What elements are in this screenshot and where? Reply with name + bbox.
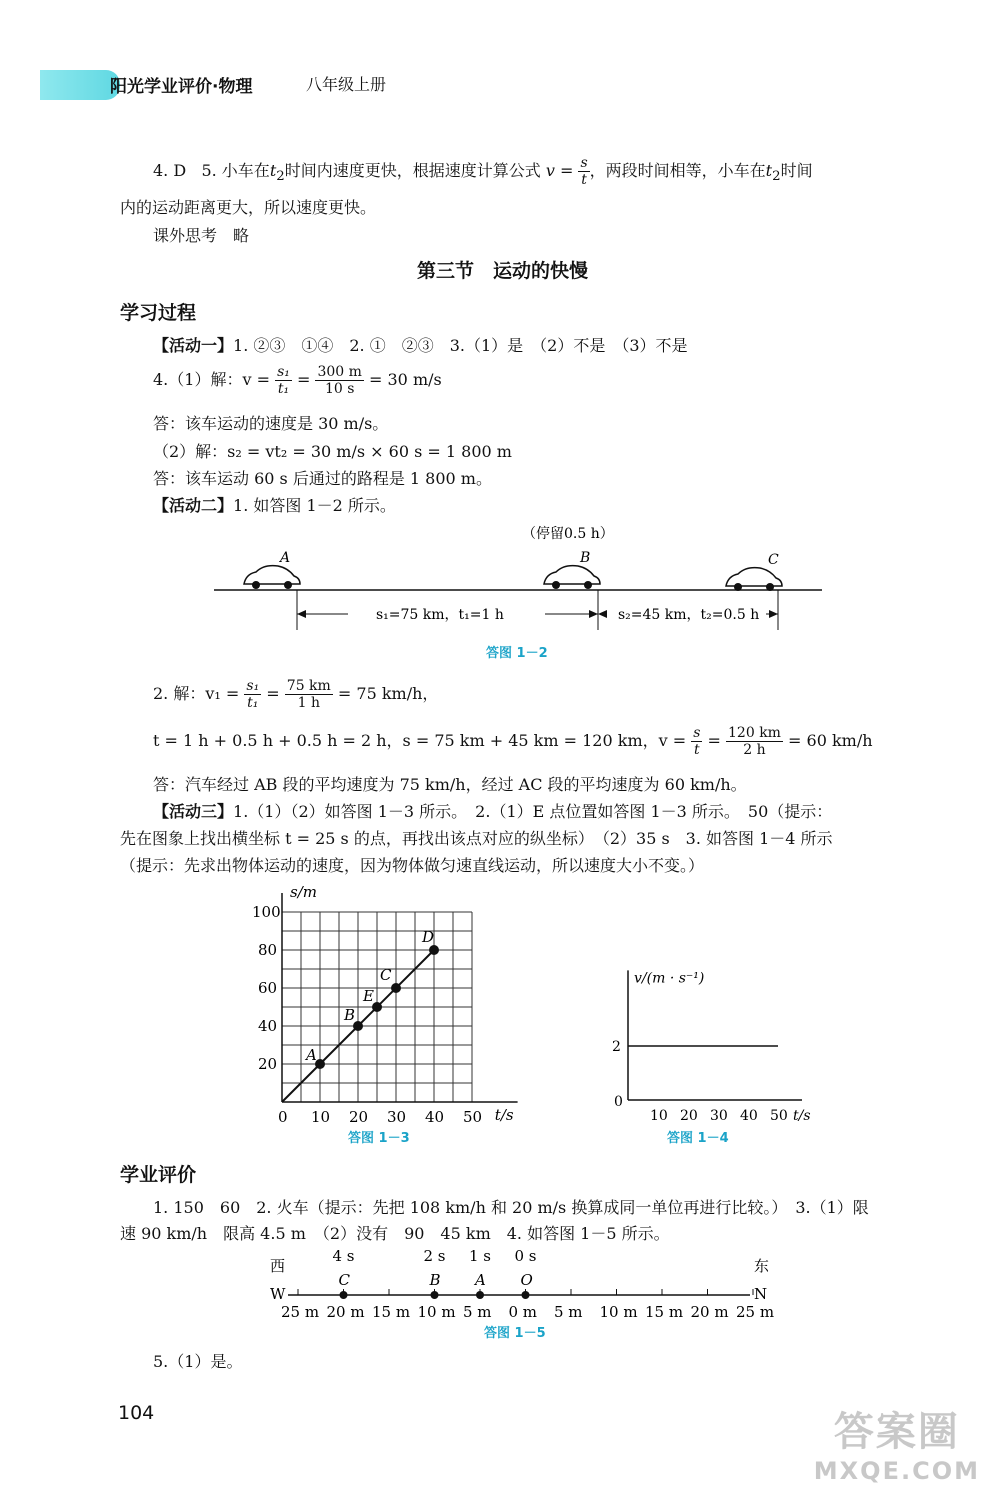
data-point-C: [391, 983, 401, 993]
caption-1-2: 答图 1－2: [486, 646, 548, 661]
x-tick-label: 40: [740, 1108, 758, 1124]
point-C-label: C: [768, 552, 779, 568]
section-title: 第三节 运动的快慢: [417, 260, 589, 282]
position-point-C: [340, 1291, 348, 1299]
x-tick-label: 30: [387, 1108, 407, 1126]
point-label-E: E: [363, 987, 374, 1005]
time-label: 4 s: [332, 1247, 355, 1265]
assessment-line-1: 1. 150 60 2. 火车（提示：先把 108 km/h 和 20 m/s 换算成同一单位再进行比较。） 3.（1）限: [153, 1198, 869, 1217]
activity-3-line-1: 【活动三】1.（1）（2）如答图 1－3 所示。 2.（1）E 点位置如答图 1－3 所示。 50（提示：: [153, 802, 833, 821]
point-label-A: A: [306, 1046, 317, 1064]
arrowhead: [769, 610, 778, 618]
point-label-C: C: [380, 966, 392, 984]
x-tick-label: 30: [710, 1108, 728, 1124]
arrowhead: [598, 610, 607, 618]
part-2: （2）解：s₂ = vt₂ = 30 m/s × 60 s = 1 800 m: [153, 442, 512, 461]
data-point-D: [429, 945, 439, 955]
point-B-label: B: [580, 550, 591, 566]
x-tick-label: 10: [650, 1108, 668, 1124]
west-label: 西: [270, 1257, 286, 1275]
x-tick-label: 10: [311, 1108, 331, 1126]
west-letter: W: [270, 1285, 286, 1303]
x-tick-label: 0: [278, 1108, 288, 1126]
axis-tick-label: 10 m: [599, 1303, 638, 1321]
position-label-C: C: [338, 1271, 350, 1289]
calc-2-line-1: 2. 解：v₁ = $\frac{\text{s₁}}{\text{t₁}}$ = $\frac{75 km}{1 h}$ = 75 km/h，: [153, 678, 439, 711]
x-tick-label: 40: [425, 1108, 445, 1126]
y-tick-label: 80: [258, 941, 278, 959]
top-line-2: 内的运动距离更大，所以速度更快。: [120, 198, 377, 217]
assessment-line-2: 速 90 km/h 限高 4.5 m （2）没有 90 45 km 4. 如答图 1－5 所示。: [120, 1224, 670, 1243]
x-tick-label: 20: [680, 1108, 698, 1124]
header-band: [40, 70, 120, 100]
position-point-B: [431, 1291, 439, 1299]
calc-2-answer: 答：汽车经过 AB 段的平均速度为 75 km/h，经过 AC 段的平均速度为 60 km/h。: [153, 775, 747, 794]
axis-tick-label: 15 m: [645, 1303, 684, 1321]
answer-1: 答：该车运动的速度是 30 m/s。: [153, 414, 389, 433]
segment-1-label: s₁=75 km，t₁=1 h: [376, 607, 504, 623]
activity-1: 【活动一】1. ②③ ①④ 2. ① ②③ 3.（1）是 （2）不是 （3）不是: [153, 336, 688, 355]
axis-tick-label: 5 m: [463, 1303, 492, 1321]
watermark: 答案圈 MXQE.COM: [813, 1409, 980, 1485]
y-tick-label: 2: [612, 1039, 621, 1055]
activity-2: 【活动二】1. 如答图 1－2 所示。: [153, 496, 396, 515]
axis-tick-label: 25 m: [736, 1303, 775, 1321]
calc-2-line-2: t = 1 h + 0.5 h + 0.5 h = 2 h，s = 75 km + 45 km = 120 km，v = $\frac{s}{t}$ = $\frac{120 km}{2 h}$ = 60 km/h: [153, 725, 873, 758]
axis-tick-label: 25 m: [281, 1303, 320, 1321]
activity-3-line-3: （提示：先求出物体运动的速度，因为物体做匀速直线运动，所以速度大小不变。）: [120, 856, 705, 875]
time-label: 0 s: [514, 1247, 537, 1265]
y-tick-label: 60: [258, 979, 278, 997]
x-tick-label: 50: [770, 1108, 788, 1124]
learning-heading: 学习过程: [120, 302, 197, 324]
point-A-label: A: [280, 550, 291, 566]
x-tick-label: 20: [349, 1108, 369, 1126]
y-axis-label: v/(m · s⁻¹): [634, 970, 705, 987]
axis-tick-label: 10 m: [417, 1303, 456, 1321]
position-point-O: [522, 1291, 530, 1299]
y-tick-label: 20: [258, 1055, 278, 1073]
chart-1-4: [600, 960, 811, 1125]
x-axis-label: t/s: [494, 1106, 514, 1124]
q4-formula: 4.（1）解：v = $\frac{\text{s₁}}{\text{t₁}}$ = $\frac{300 m}{10 s}$ = 30 m/s: [153, 364, 442, 397]
caption-1-5: 答图 1－5: [484, 1326, 546, 1341]
arrowhead: [589, 610, 598, 618]
segment-2-label: s₂=45 km，t₂=0.5 h: [618, 607, 760, 623]
car-icon: [544, 566, 600, 589]
axis-tick-label: 5 m: [554, 1303, 583, 1321]
header-grade: 八年级上册: [306, 75, 387, 94]
y-tick-label: 40: [258, 1017, 278, 1035]
position-label-A: A: [475, 1271, 486, 1289]
x-axis-label: t/s: [793, 1108, 811, 1124]
y-tick-label: 100: [252, 903, 281, 921]
point-label-D: D: [422, 928, 435, 946]
position-label-O: O: [520, 1271, 533, 1289]
axis-tick-label: 20 m: [690, 1303, 729, 1321]
assessment-heading: 学业评价: [120, 1164, 197, 1186]
x-tick-label: 50: [463, 1108, 483, 1126]
time-label: 2 s: [423, 1247, 446, 1265]
caption-1-4: 答图 1－4: [667, 1131, 729, 1146]
arrowhead: [297, 610, 306, 618]
question-5: 5.（1）是。: [153, 1352, 243, 1371]
axis-tick-label: 15 m: [372, 1303, 411, 1321]
car-icon: [244, 566, 300, 589]
axis-tick-label: 0 m: [508, 1303, 538, 1321]
header-title: 阳光学业评价·物理: [110, 77, 253, 97]
axis-tick-label: 20 m: [326, 1303, 365, 1321]
y-axis-label: s/m: [290, 883, 317, 901]
point-label-B: B: [344, 1006, 356, 1024]
chart-1-3: [240, 870, 530, 1145]
east-label: 东: [754, 1257, 770, 1275]
answer-2: 答：该车运动 60 s 后通过的路程是 1 800 m。: [153, 469, 492, 488]
position-point-A: [476, 1291, 484, 1299]
page-number: 104: [118, 1402, 155, 1424]
east-letter: N: [754, 1285, 768, 1303]
activity-3-line-2: 先在图象上找出横坐标 t = 25 s 的点，再找出该点对应的纵坐标） （2）35 s 3. 如答图 1－4 所示: [120, 829, 833, 848]
stop-label: （停留0.5 h）: [522, 526, 614, 542]
car-icon: [726, 568, 782, 591]
extra-thinking: 课外思考 略: [153, 226, 250, 245]
position-label-B: B: [429, 1271, 441, 1289]
origin-label: 0: [614, 1094, 623, 1110]
diagram-1-5: [260, 1245, 780, 1325]
time-label: 1 s: [469, 1247, 492, 1265]
top-line-1: 4. D 5. 小车在$t_2$时间内速度更快，根据速度计算公式 v = $\frac{s}{t}$ ，两段时间相等，小车在$t_2$时间: [153, 155, 813, 188]
caption-1-3: 答图 1－3: [348, 1131, 410, 1146]
